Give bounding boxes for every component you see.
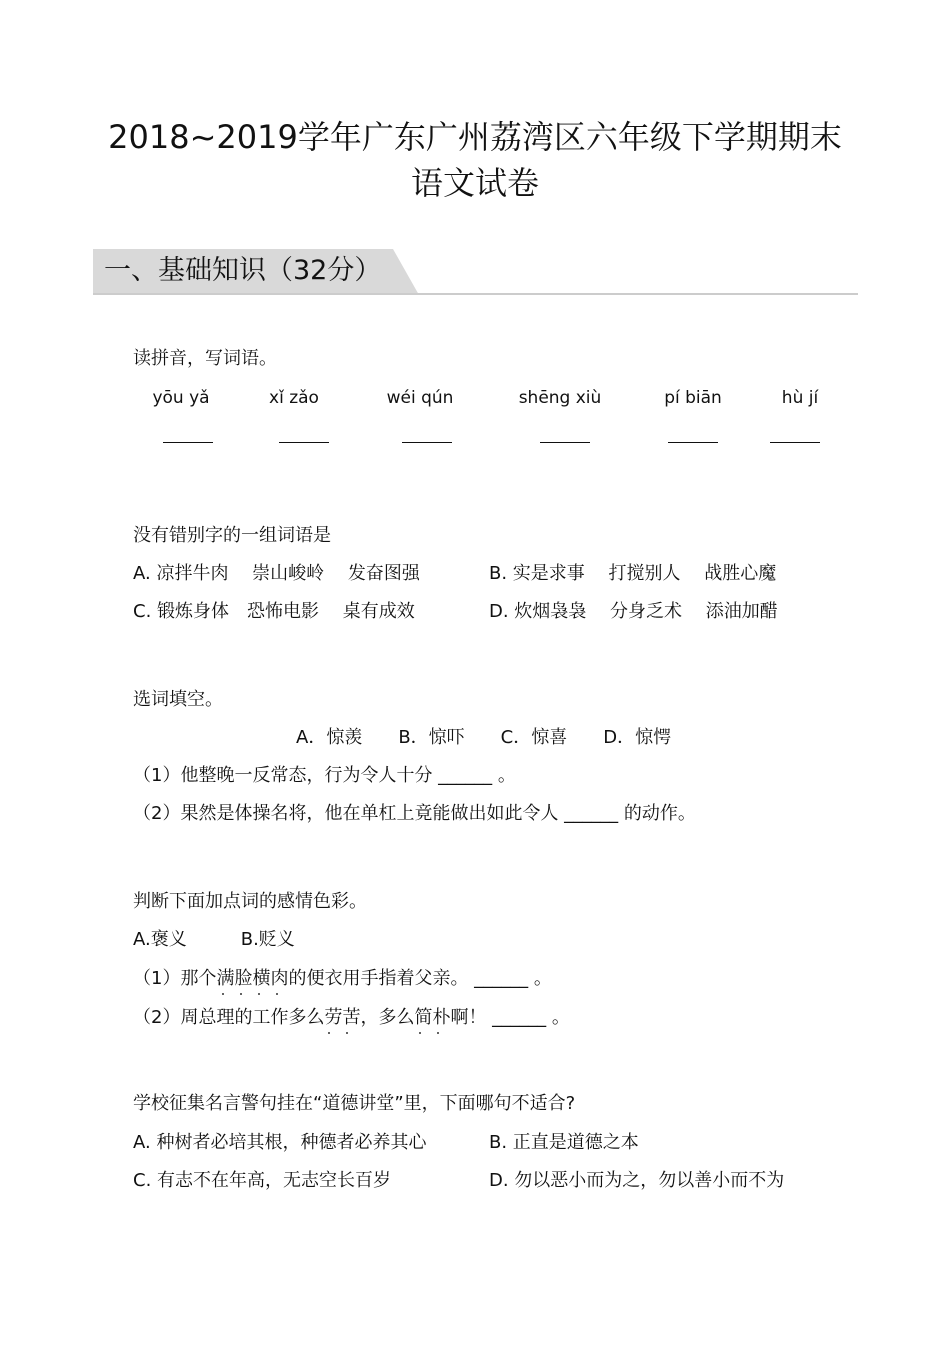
q4-item-2: （2）周总理的工作多么劳苦，多么简朴啊！ ______ 。 — [133, 1007, 570, 1028]
answer-blank-5[interactable] — [668, 442, 718, 443]
emphasis-dot — [419, 1032, 421, 1034]
emphasis-dot — [437, 1032, 439, 1034]
pinyin-3: wéi qún — [386, 388, 454, 408]
section-divider — [93, 293, 858, 295]
q3-item-2: （2）果然是体操名将，他在单杠上竟能做出如此令人 ______ 的动作。 — [133, 803, 696, 824]
answer-blank-3[interactable] — [402, 442, 452, 443]
q5-prompt: 学校征集名言警句挂在“道德讲堂”里，下面哪句不适合? — [133, 1093, 576, 1114]
q4-choices: A.褒义 B.贬义 — [133, 929, 295, 950]
page-title-line1: 2018~2019学年广东广州荔湾区六年级下学期期末 — [108, 118, 842, 156]
pinyin-6: hù jí — [781, 388, 819, 408]
q5-option-d[interactable]: D. 勿以恶小而为之，勿以善小而不为 — [489, 1170, 785, 1191]
emphasis-dot — [276, 993, 278, 995]
pinyin-4: shēng xiù — [518, 388, 602, 408]
q1-prompt: 读拼音，写词语。 — [133, 348, 277, 369]
q5-option-a[interactable]: A. 种树者必培其根，种德者必养其心 — [133, 1132, 427, 1153]
q5-option-b[interactable]: B. 正直是道德之本 — [489, 1132, 639, 1153]
page-title-line2: 语文试卷 — [410, 164, 539, 202]
pinyin-5: pí biān — [664, 388, 722, 408]
q2-option-b[interactable]: B. 实是求事 打搅别人 战胜心魔 — [489, 563, 777, 584]
emphasis-dot — [346, 1032, 348, 1034]
q2-prompt: 没有错别字的一组词语是 — [133, 525, 331, 546]
q2-option-d[interactable]: D. 炊烟袅袅 分身乏术 添油加醋 — [489, 601, 778, 622]
answer-blank-1[interactable] — [163, 442, 213, 443]
q5-option-c[interactable]: C. 有志不在年高，无志空长百岁 — [133, 1170, 392, 1191]
emphasis-dot — [328, 1032, 330, 1034]
q2-option-c[interactable]: C. 锻炼身体 恐怖电影 桌有成效 — [133, 601, 415, 622]
pinyin-1: yōu yǎ — [152, 388, 210, 408]
q3-word-choices: A．惊羡 B．惊吓 C．惊喜 D．惊愕 — [296, 727, 672, 748]
answer-blank-6[interactable] — [770, 442, 820, 443]
q4-prompt: 判断下面加点词的感情色彩。 — [133, 891, 367, 912]
answer-blank-4[interactable] — [540, 442, 590, 443]
emphasis-dot — [240, 993, 242, 995]
emphasis-dot — [258, 993, 260, 995]
q3-prompt: 选词填空。 — [133, 689, 223, 710]
section-title: 一、基础知识（32分） — [104, 255, 382, 286]
q2-option-a[interactable]: A. 凉拌牛肉 崇山峻岭 发奋图强 — [133, 563, 420, 584]
pinyin-2: xǐ zǎo — [269, 388, 319, 408]
emphasis-dot — [222, 993, 224, 995]
answer-blank-2[interactable] — [279, 442, 329, 443]
q4-item-1: （1）那个满脸横肉的便衣用手指着父亲。 ______ 。 — [133, 968, 552, 989]
q3-item-1: （1）他整晚一反常态，行为令人十分 ______ 。 — [133, 765, 516, 786]
